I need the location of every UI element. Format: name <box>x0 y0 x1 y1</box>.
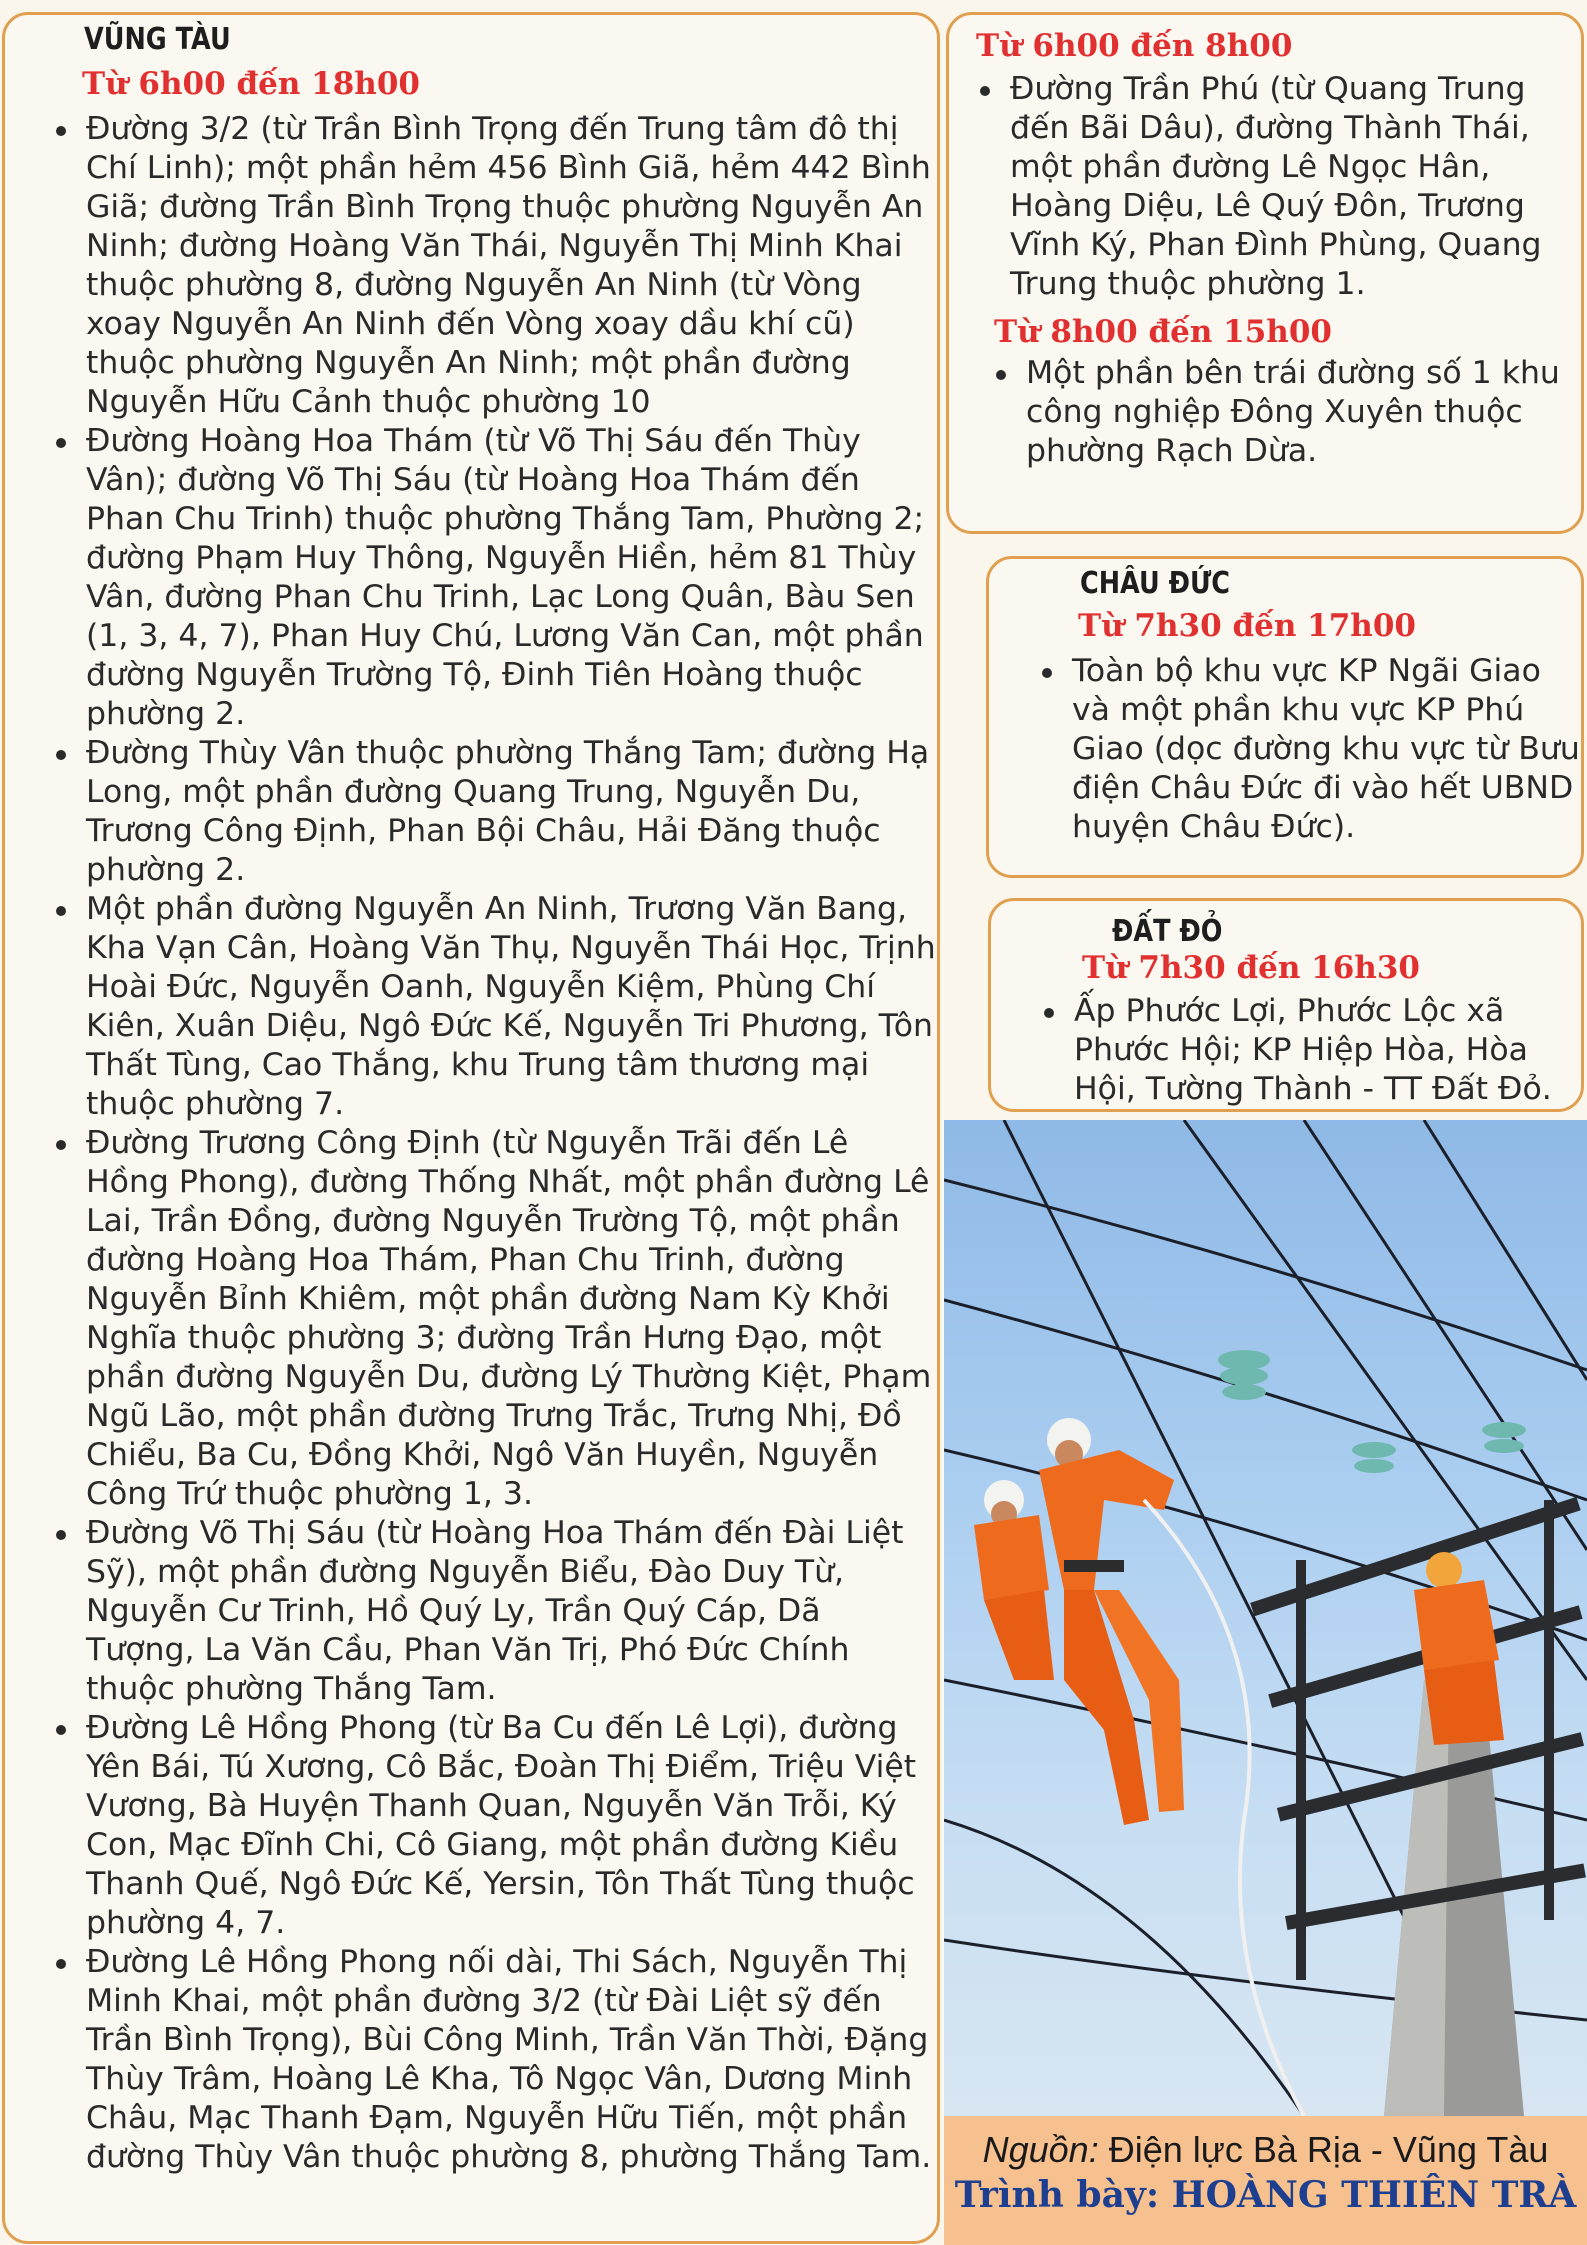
design-credit: Trình bày: HOÀNG THIÊN TRÀ <box>954 2174 1577 2216</box>
list-item: Một phần bên trái đường số 1 khu công nghiệp Đông Xuyên thuộc phường Rạch Dừa. <box>994 354 1579 471</box>
list-item: Đường Lê Hồng Phong nối dài, Thi Sách, Nguyễn Thị Minh Khai, một phần đường 3/2 (từ Đài Liệt sỹ đến Trần Bình Trọng), Bùi Công Minh, Trần Văn Thời, Đặng Thùy Trâm, Hoàng Lê Kha, Tô Ngọc Vân, Dương Minh Châu, Mạc Thanh Đạm, Nguyễn Hữu Tiến, một phần đường Thùy Vân thuộc phường 8, phường Thắng Tam. <box>54 1943 939 2177</box>
time-8h-15h-list <box>994 354 1579 471</box>
dat-do-title: ĐẤT ĐỎ <box>1112 914 1223 949</box>
list-item: Đường Lê Hồng Phong (từ Ba Cu đến Lê Lợi), đường Yên Bái, Tú Xương, Cô Bắc, Đoàn Thị Điểm, Triệu Việt Vương, Bà Huyện Thanh Quan, Nguyễn Văn Trỗi, Ký Con, Mạc Đĩnh Chi, Cô Giang, một phần đường Kiều Thanh Quế, Ngô Đức Kế, Yersin, Tôn Thất Tùng thuộc phường 4, 7. <box>54 1709 939 1943</box>
electricians-photo <box>944 1120 1587 2116</box>
list-item: Đường Trần Phú (từ Quang Trung đến Bãi Dâu), đường Thành Thái, một phần đường Lê Ngọc Hân, Hoàng Diệu, Lê Quý Đôn, Trương Vĩnh Ký, Phan Đình Phùng, Quang Trung thuộc phường 1. <box>978 70 1578 304</box>
chau-duc-time: Từ 7h30 đến 17h00 <box>1078 608 1416 644</box>
dat-do-time: Từ 7h30 đến 16h30 <box>1082 950 1420 986</box>
dat-do-list <box>1042 992 1582 1109</box>
chau-duc-title: CHÂU ĐỨC <box>1080 566 1230 601</box>
list-item: Đường Võ Thị Sáu (từ Hoàng Hoa Thám đến Đài Liệt Sỹ), một phần đường Nguyễn Biểu, Đào Duy Từ, Nguyễn Cư Trinh, Hồ Quý Ly, Trần Quý Cáp, Dã Tượng, La Văn Cầu, Phan Văn Trị, Phó Đức Chính thuộc phường Thắng Tam. <box>54 1514 939 1709</box>
photo-illustration <box>944 1120 1587 2116</box>
list-item: Toàn bộ khu vực KP Ngãi Giao và một phần khu vực KP Phú Giao (dọc đường khu vực từ Bưu điện Châu Đức đi vào hết UBND huyện Châu Đức). <box>1040 652 1580 847</box>
vung-tau-list <box>54 110 939 2177</box>
source-label: Nguồn: <box>982 2129 1099 2170</box>
source-value: Điện lực Bà Rịa - Vũng Tàu <box>1108 2129 1549 2170</box>
chau-duc-list <box>1040 652 1580 847</box>
time-6h-8h-list <box>978 70 1578 304</box>
list-item: Một phần đường Nguyễn An Ninh, Trương Văn Bang, Kha Vạn Cân, Hoàng Văn Thụ, Nguyễn Thái Học, Trịnh Hoài Đức, Nguyễn Oanh, Nguyễn Kiệm, Phùng Chí Kiên, Xuân Diệu, Ngô Đức Kế, Nguyễn Tri Phương, Tôn Thất Tùng, Cao Thắng, khu Trung tâm thương mại thuộc phường 7. <box>54 890 939 1124</box>
time-8h-15h: Từ 8h00 đến 15h00 <box>994 314 1332 350</box>
credits-box <box>944 2116 1587 2245</box>
vung-tau-title: VŨNG TÀU <box>84 22 231 57</box>
list-item: Ấp Phước Lợi, Phước Lộc xã Phước Hội; KP Hiệp Hòa, Hòa Hội, Tường Thành - TT Đất Đỏ. <box>1042 992 1582 1109</box>
insulator-icon <box>1218 1350 1526 1473</box>
list-item: Đường Hoàng Hoa Thám (từ Võ Thị Sáu đến Thùy Vân); đường Võ Thị Sáu (từ Hoàng Hoa Thám đến Phan Chu Trinh) thuộc phường Thắng Tam, Phường 2; đường Phạm Huy Thông, Nguyễn Hiền, hẻm 81 Thùy Vân, đường Phan Chu Trinh, Lạc Long Quân, Bàu Sen (1, 3, 4, 7), Phan Huy Chú, Lương Văn Can, một phần đường Nguyễn Trường Tộ, Đinh Tiên Hoàng thuộc phường 2. <box>54 422 939 734</box>
list-item: Đường 3/2 (từ Trần Bình Trọng đến Trung tâm đô thị Chí Linh); một phần hẻm 456 Bình Giã, hẻm 442 Bình Giã; đường Trần Bình Trọng thuộc phường Nguyễn An Ninh; đường Hoàng Văn Thái, Nguyễn Thị Minh Khai thuộc phường 8, đường Nguyễn An Ninh (từ Vòng xoay Nguyễn An Ninh đến Vòng xoay dầu khí cũ) thuộc phường Nguyễn An Ninh; một phần đường Nguyễn Hữu Cảnh thuộc phường 10 <box>54 110 939 422</box>
source-line <box>944 2128 1587 2172</box>
list-item: Đường Thùy Vân thuộc phường Thắng Tam; đường Hạ Long, một phần đường Quang Trung, Nguyễn Du, Trương Công Định, Phan Bội Châu, Hải Đăng thuộc phường 2. <box>54 734 939 890</box>
worker-icon <box>1039 1418 1184 1825</box>
time-6h-8h: Từ 6h00 đến 8h00 <box>976 28 1293 64</box>
vung-tau-time: Từ 6h00 đến 18h00 <box>82 66 420 102</box>
worker-icon <box>974 1480 1054 1680</box>
list-item: Đường Trương Công Định (từ Nguyễn Trãi đến Lê Hồng Phong), đường Thống Nhất, một phần đường Lê Lai, Trần Đồng, đường Nguyễn Trường Tộ, một phần đường Hoàng Hoa Thám, Phan Chu Trinh, đường Nguyễn Bỉnh Khiêm, một phần đường Nam Kỳ Khởi Nghĩa thuộc phường 3; đường Trần Hưng Đạo, một phần đường Nguyễn Du, đường Lý Thường Kiệt, Phạm Ngũ Lão, một phần đường Trưng Trắc, Trưng Nhị, Đồ Chiểu, Ba Cu, Đồng Khởi, Ngô Văn Huyền, Nguyễn Công Trứ thuộc phường 1, 3. <box>54 1124 939 1514</box>
